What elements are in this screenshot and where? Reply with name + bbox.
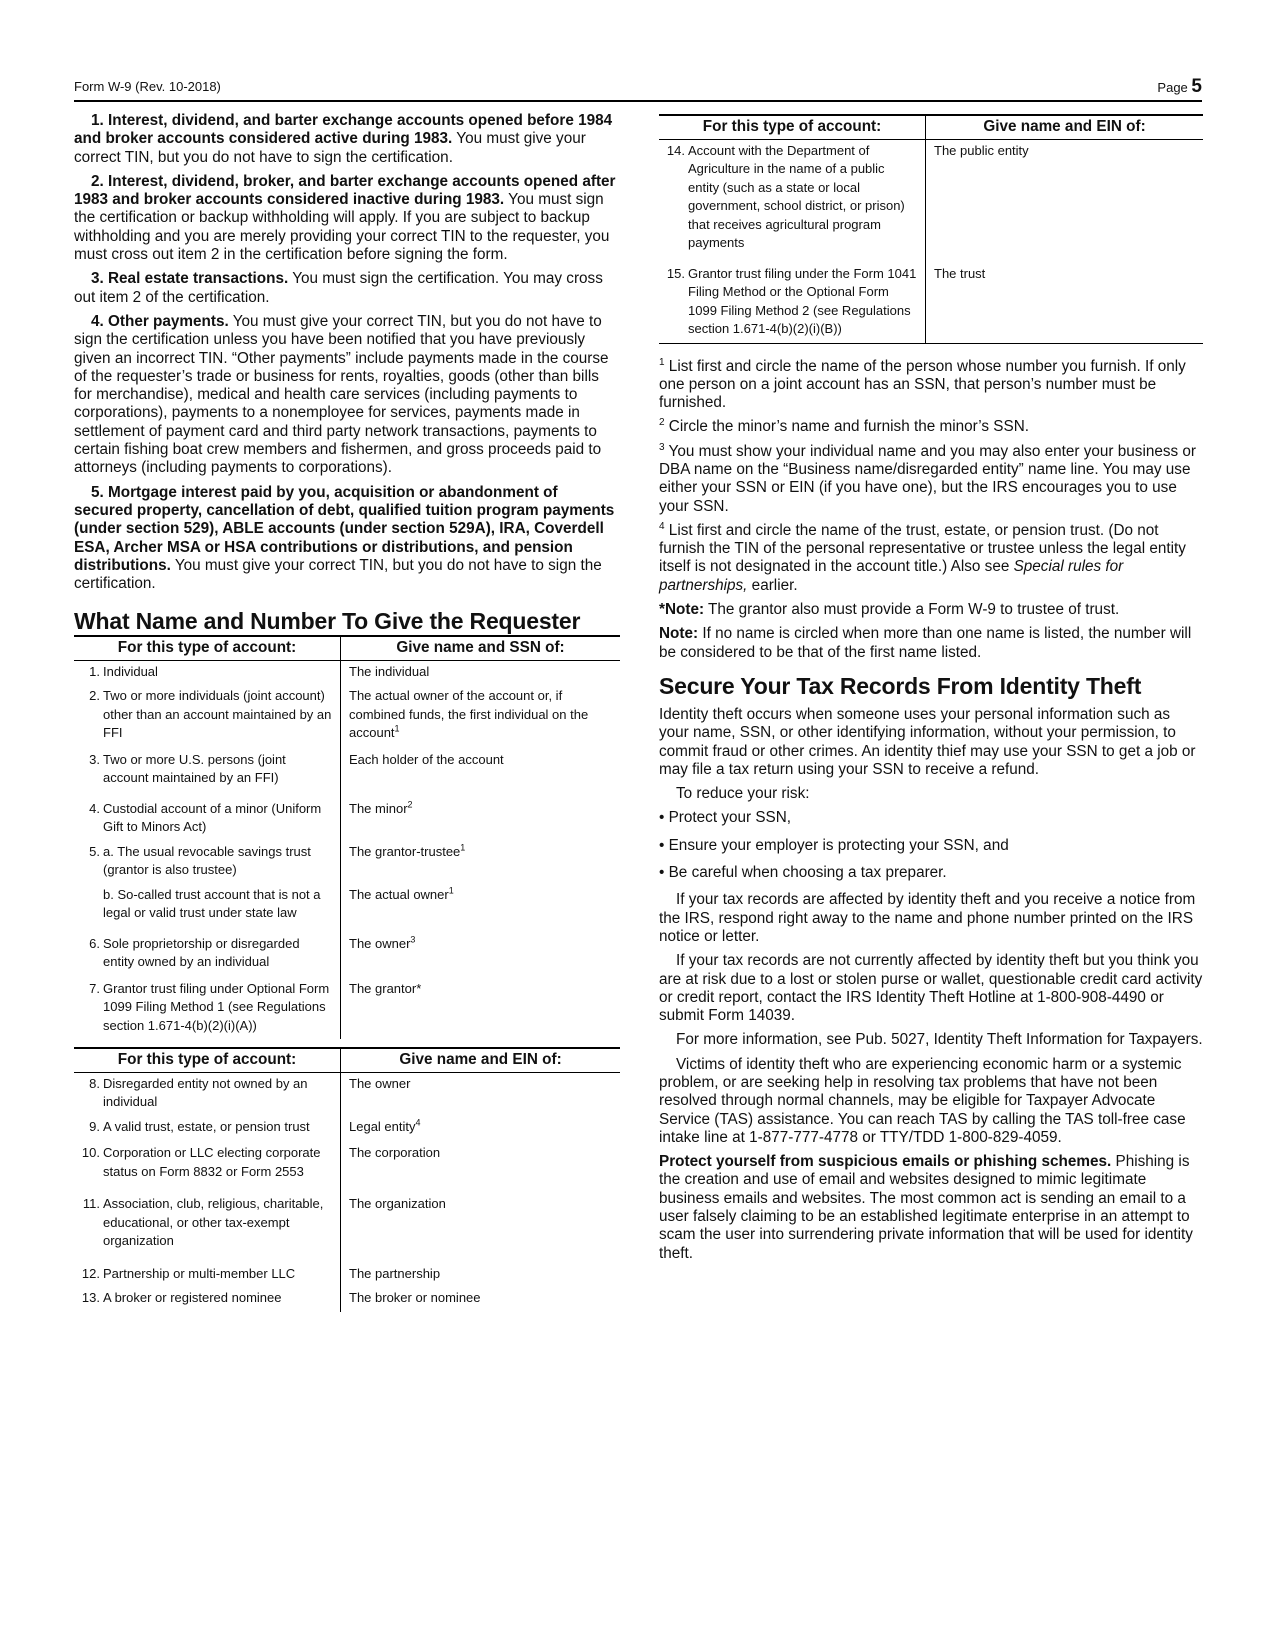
ssn-table-row-number: 4. [89, 800, 100, 816]
ein-table-row [74, 1142, 620, 1193]
item-5 [74, 484, 620, 594]
ssn-table-account-cell [74, 685, 341, 749]
ssn-table-account-type: Sole proprietorship or disregarded entity owned by an individual [103, 935, 300, 970]
ssn-table-give-cell [341, 660, 621, 685]
ssn-table [74, 635, 620, 1039]
footnote-4-tail: earlier. [747, 576, 798, 594]
ein-table-row [74, 1116, 620, 1143]
ein-table-give-name: The broker or nominee [349, 1290, 481, 1306]
item-3 [74, 270, 620, 307]
ein-table-body [74, 1072, 620, 1312]
paragraph-phishing [659, 1153, 1203, 1263]
ssn-table-account-type: Two or more U.S. persons (joint account maintained by an FFI) [103, 751, 286, 786]
ein-table-give-cell [341, 1193, 621, 1263]
bullet-1: • Protect your SSN, [659, 809, 792, 827]
ssn-table-account-cell [74, 841, 341, 884]
ssn-table-give-name: The grantor* [349, 980, 422, 996]
ein-table-row [74, 1072, 620, 1116]
paragraph-victims: Victims of identity theft who are experiencing economic harm or a systemic problem, or are seeking help in resolving tax problems that have not been resolved through normal channels, may be eligible for Taxpayer Advocate Service (TAS) assistance. You can reach TAS by calling the TAS toll-free case intake line at 1-877-777-4778 or TTY/TDD 1-800-829-4059. [659, 1055, 1186, 1146]
ssn-table-body [74, 660, 620, 1039]
ein-table-account-type: Partnership or multi-member LLC [103, 1265, 296, 1281]
ein-table-account-type: Corporation or LLC electing corporate status on Form 8832 or Form 2553 [103, 1145, 321, 1179]
ssn-table-give-cell [341, 841, 621, 884]
ssn-table-footnote-ref: 3 [410, 934, 416, 945]
item-1-heading: 1. Interest, dividend, and barter exchange accounts opened before 1984 and broker accounts considered active during 1983. [74, 112, 613, 148]
ssn-table-account-cell [74, 749, 341, 798]
bullet-2-text: Ensure your employer is protecting your SSN, and [668, 836, 1009, 854]
ein2-table-row [659, 139, 1203, 263]
ein-table-continued [659, 114, 1203, 344]
identity-theft-intro: Identity theft occurs when someone uses your personal information such as your name, SSN, or other identifying information, without your permission, to commit fraud or other crimes. An identity thief may use your SSN to get a job or may file a tax return using your SSN to receive a refund. [659, 705, 1196, 778]
ssn-table-row-number: 3. [89, 751, 100, 767]
ssn-table-give-cell [341, 798, 621, 841]
ssn-table-give-name: The grantor-trustee [349, 843, 461, 859]
ein2-table-row-number: 15. [666, 265, 685, 281]
ssn-table-account-type: b. So-called trust account that is not a legal or valid trust under state law [103, 886, 321, 921]
item-5-heading: 5. Mortgage interest paid by you, acquisition or abandonment of secured property, cancellation of debt, qualified tuition program payments (under section 529), ABLE accounts (under section 529A), IRA, Coverdell ESA, Archer MSA or HSA contributions or distributions, and pension distributions. [74, 483, 615, 574]
ein-table-row-number: 8. [89, 1075, 100, 1091]
ssn-table-account-cell [74, 978, 341, 1040]
ssn-table-row [74, 884, 620, 933]
ssn-table-row-number: 2. [89, 688, 100, 704]
ein-table-col2-header: Give name and EIN of: [341, 1048, 621, 1072]
footnote-2-text: Circle the minor’s name and furnish the minor’s SSN. [664, 418, 1030, 436]
ssn-table-row [74, 660, 620, 685]
ssn-table-give-name: The owner [349, 935, 411, 951]
ein-table-row-number: 10. [81, 1145, 100, 1161]
ein2-table-col2-header: Give name and EIN of: [926, 115, 1204, 139]
ein-table-account-cell [74, 1287, 341, 1312]
ssn-table-give-cell [341, 884, 621, 933]
ein2-table-body [659, 139, 1203, 343]
footnote-3-mark: 3 [659, 441, 665, 453]
ssn-table-row [74, 749, 620, 798]
ein-table-row-number: 12. [81, 1265, 100, 1281]
ein-table-account-cell [74, 1072, 341, 1116]
ein-table-account-cell [74, 1263, 341, 1288]
ssn-table-row-number: 6. [89, 935, 100, 951]
ssn-table-row-number: 1. [89, 663, 100, 679]
ssn-table-row-number: 5. [89, 843, 100, 859]
item-1 [74, 112, 620, 167]
ssn-table-footnote-ref: 1 [394, 724, 400, 735]
footnote-4 [659, 522, 1203, 595]
paragraph-not-affected: If your tax records are not currently affected by identity theft but you think you are at risk due to a lost or stolen purse or wallet, questionable credit card activity or credit report, contact the IRS Identity Theft Hotline at 1-800-908-4490 or submit Form 14039. [659, 952, 1203, 1025]
ein2-table-give-cell [926, 263, 1204, 344]
footnote-3 [659, 443, 1203, 516]
ssn-table-give-cell [341, 978, 621, 1040]
ein-table-give-name: The owner [349, 1075, 411, 1091]
ein-table-give-cell [341, 1072, 621, 1116]
ssn-table-give-name: The individual [349, 663, 430, 679]
ein-table-account-type: A broker or registered nominee [103, 1290, 282, 1306]
section-title-name-number: What Name and Number To Give the Requester [74, 608, 581, 635]
ein-table-give-name: The organization [349, 1196, 446, 1212]
ssn-table-footnote-ref: 2 [407, 799, 413, 810]
ein-table-row [74, 1193, 620, 1263]
ssn-table-row [74, 933, 620, 978]
bullet-1-text: Protect your SSN, [668, 809, 792, 827]
ssn-table-account-cell [74, 933, 341, 978]
ein-table-account-cell [74, 1142, 341, 1193]
ssn-table-account-cell [74, 660, 341, 685]
item-3-text: You must sign the certification. You may cross out item 2 of the certification. [74, 270, 603, 306]
item-4-text: You must give your correct TIN, but you do not have to sign the certification unless you have been notified that you have previously given an incorrect TIN. “Other payments” include payments made in the course of the requester’s trade or business for rents, royalties, goods (other than bills for merchandise), medical and health care services (including payments to corporations), payments to a nonemployee for services, payments made in settlement of payment card and third party network transactions, payments to certain fishing boat crew members and fishermen, and gross proceeds paid to attorneys (including payments to corporations). [74, 312, 609, 477]
ssn-table-account-cell [74, 798, 341, 841]
ssn-table-row [74, 978, 620, 1040]
ein2-table-row-number: 14. [666, 142, 685, 158]
section-title-identity-theft: Secure Your Tax Records From Identity Theft [659, 672, 1142, 699]
ein-table-row-number: 11. [82, 1196, 100, 1212]
ein-table [74, 1047, 620, 1312]
right-column [659, 114, 1203, 1269]
note-circled-label: Note: [659, 625, 699, 643]
ssn-table-footnote-ref: 1 [448, 885, 454, 896]
item-3-heading: 3. Real estate transactions. [91, 270, 289, 288]
ein2-table-account-cell [659, 139, 926, 263]
ein-table-account-cell [74, 1116, 341, 1143]
ssn-table-give-cell [341, 749, 621, 798]
ssn-table-col2-header: Give name and SSN of: [341, 636, 621, 660]
page-label: Page [1157, 80, 1188, 95]
ein2-table-col1-header: For this type of account: [659, 115, 926, 139]
ein2-table-give-cell [926, 139, 1204, 263]
item-2 [74, 173, 620, 264]
ein-table-give-name: The corporation [349, 1145, 441, 1161]
footnote-4-italic: Special rules for partnerships, [659, 558, 1124, 594]
ein2-table-give-name: The public entity [934, 142, 1029, 158]
reduce-risk-label: To reduce your risk: [676, 785, 810, 803]
note-circled [659, 625, 1203, 662]
ssn-table-give-cell [341, 933, 621, 978]
ssn-table-account-type: Custodial account of a minor (Uniform Gift to Minors Act) [103, 800, 322, 835]
ein-table-account-cell [74, 1193, 341, 1263]
ein2-table-account-type: Account with the Department of Agriculture in the name of a public entity (such as a state or local government, school district, or prison) that receives agricultural program payments [688, 142, 905, 250]
ssn-table-account-type: Grantor trust filing under Optional Form 1099 Filing Method 1 (see Regulations section 1.671-4(b)(2)(i)(A)) [103, 980, 330, 1033]
item-5-text: You must give your correct TIN, but you do not have to sign the certification. [74, 556, 602, 593]
ein-table-account-type: A valid trust, estate, or pension trust [103, 1118, 310, 1134]
item-4-heading: 4. Other payments. [91, 312, 229, 330]
ein2-table-account-cell [659, 263, 926, 344]
ssn-table-account-type: Two or more individuals (joint account) other than an account maintained by an FFI [103, 688, 332, 741]
note-grantor-text: The grantor also must provide a Form W-9 to trustee of trust. [704, 601, 1120, 619]
ein-table-give-cell [341, 1142, 621, 1193]
form-id: Form W-9 (Rev. 10-2018) [74, 79, 221, 94]
ssn-table-footnote-ref: 1 [460, 842, 466, 853]
paragraph-affected: If your tax records are affected by identity theft and you receive a notice from the IRS, respond right away to the name and phone number printed on the IRS notice or letter. [659, 891, 1196, 945]
footnote-4-mark: 4 [659, 520, 665, 532]
ein-table-account-type: Disregarded entity not owned by an individual [103, 1075, 308, 1110]
ssn-table-give-name: The actual owner [349, 886, 449, 902]
item-4 [74, 313, 620, 478]
bullet-3: • Be careful when choosing a tax preparer. [659, 864, 947, 882]
ein-table-give-cell [341, 1116, 621, 1143]
footnote-2 [659, 418, 1203, 436]
item-2-text: You must sign the certification or backup withholding will apply. If you are subject to backup withholding and you are merely providing your correct TIN to the requester, you must cross out item 2 in the certification before signing the form. [74, 191, 610, 264]
left-column [74, 112, 620, 1312]
ein-table-col1-header: For this type of account: [74, 1048, 341, 1072]
ein-table-row-number: 9. [89, 1118, 100, 1134]
note-circled-text: If no name is circled when more than one name is listed, the number will be considered to be that of the first name listed. [659, 625, 1192, 661]
ssn-table-row-number: 7. [89, 980, 100, 996]
ein-table-row-number: 13. [81, 1290, 100, 1306]
ein-table-give-cell [341, 1263, 621, 1288]
ein-table-give-cell [341, 1287, 621, 1312]
footnote-4-text: List first and circle the name of the trust, estate, or pension trust. (Do not furnish the TIN of the personal representative or trustee unless the legal entity itself is not designated in the account title.) Also see [659, 521, 1186, 576]
ssn-table-account-type: Individual [103, 663, 158, 679]
paragraph-phishing-heading: Protect yourself from suspicious emails or phishing schemes. [659, 1153, 1112, 1171]
ein-table-row [74, 1263, 620, 1288]
ein-table-account-type: Association, club, religious, charitable, educational, or other tax-exempt organization [103, 1196, 324, 1249]
footnote-1-text: List first and circle the name of the person whose number you furnish. If only one person on a joint account has an SSN, that person’s number must be furnished. [659, 357, 1186, 412]
ssn-table-account-cell [74, 884, 341, 933]
ein-table-footnote-ref: 4 [415, 1117, 421, 1128]
page-number [1157, 76, 1202, 98]
ssn-table-give-name: The minor [349, 800, 408, 816]
ssn-table-row [74, 841, 620, 884]
item-1-text: You must give your correct TIN, but you do not have to sign the certification. [74, 130, 586, 166]
ssn-table-row [74, 685, 620, 749]
paragraph-more-info: For more information, see Pub. 5027, Identity Theft Information for Taxpayers. [676, 1031, 1203, 1049]
ein-table-row [74, 1287, 620, 1312]
ssn-table-col1-header: For this type of account: [74, 636, 341, 660]
bullet-3-text: Be careful when choosing a tax preparer. [668, 864, 947, 882]
ein2-table-account-type: Grantor trust filing under the Form 1041 Filing Method or the Optional Form 1099 Filing Method 2 (see Regulations section 1.671-4(b)(2)(i)(B)) [688, 265, 917, 336]
ssn-table-give-name: Each holder of the account [349, 751, 504, 767]
ein2-table-row [659, 263, 1203, 344]
ssn-table-account-type: a. The usual revocable savings trust (grantor is also trustee) [103, 843, 311, 878]
footnote-1 [659, 358, 1203, 413]
footnote-1-mark: 1 [659, 356, 665, 368]
page-header [74, 76, 1202, 102]
footnote-3-text: You must show your individual name and you may also enter your business or DBA name on the “Business name/disregarded entity” name line. You may use either your SSN or EIN (if you have one), but the IRS encourages you to use your SSN. [659, 442, 1197, 515]
footnote-2-mark: 2 [659, 417, 665, 429]
ein-table-give-name: Legal entity [349, 1118, 416, 1134]
bullet-2: • Ensure your employer is protecting your SSN, and [659, 836, 1009, 854]
item-2-heading: 2. Interest, dividend, broker, and barter exchange accounts opened after 1983 and broker accounts considered inactive during 1983. [74, 172, 616, 209]
ein-table-give-name: The partnership [349, 1265, 441, 1281]
ssn-table-row [74, 798, 620, 841]
ssn-table-give-cell [341, 685, 621, 749]
ein2-table-give-name: The trust [934, 265, 986, 281]
note-grantor [659, 601, 1203, 619]
note-grantor-label: *Note: [659, 601, 705, 619]
page-number-value: 5 [1191, 76, 1202, 97]
paragraph-phishing-text: Phishing is the creation and use of email and websites designed to mimic legitimate business emails and websites. The most common act is sending an email to a user falsely claiming to be an established legitimate enterprise in an attempt to scam the user into surrendering private information that will be used for identity theft. [659, 1153, 1193, 1262]
ssn-table-give-name: The actual owner of the account or, if combined funds, the first individual on the account [349, 688, 589, 741]
